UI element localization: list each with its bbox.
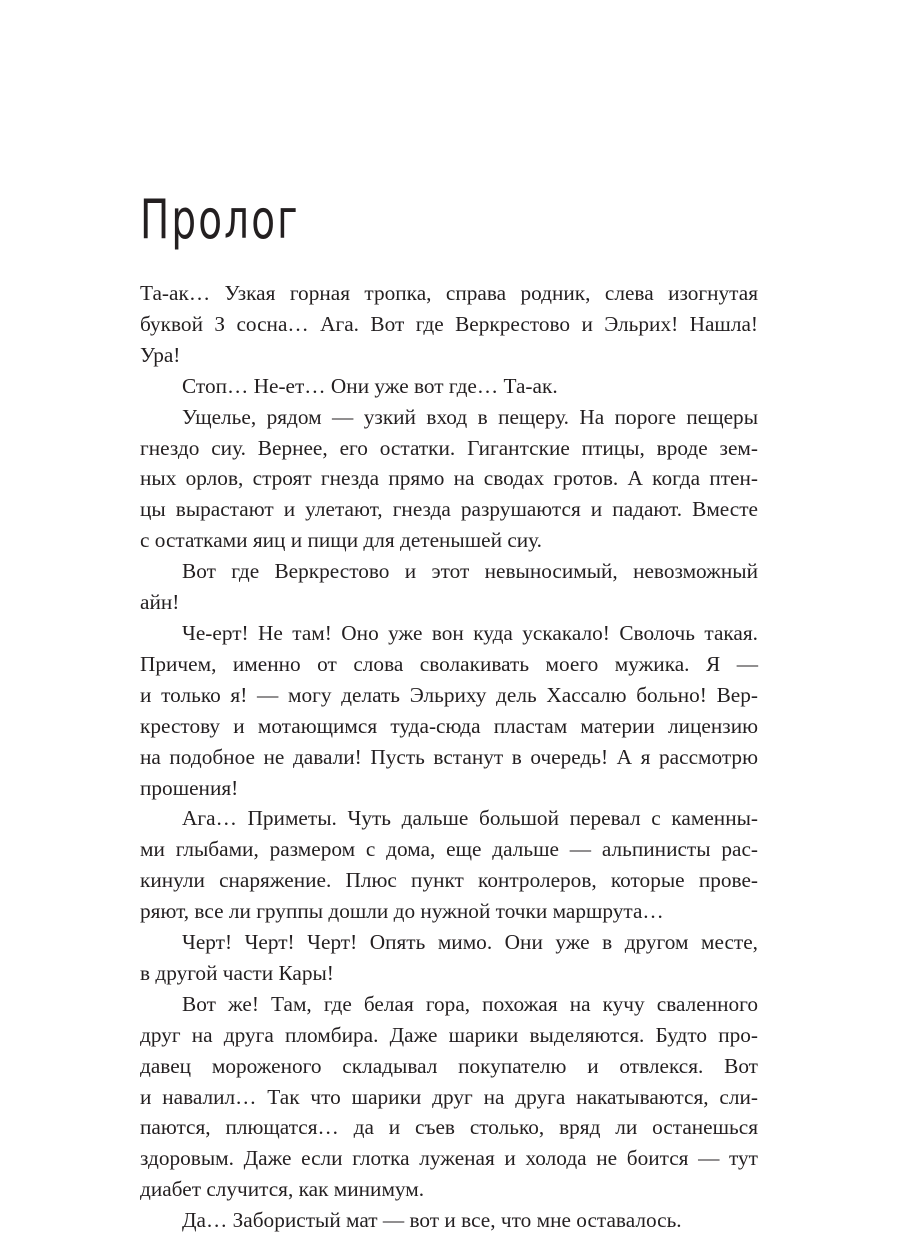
text-line: цы вырастают и улетают, гнезда разрушаются и падают. Вместе [140,497,758,522]
text-line: Ущелье, рядом — узкий вход в пещеру. На пороге пещеры [182,404,758,429]
text-line: Вот же! Там, где белая гора, похожая на кучу сваленного [182,991,758,1016]
text-line: Ага… Приметы. Чуть дальше большой перевал с каменны- [182,806,758,831]
text-line: и только я! — могу делать Эльриху дель Хассалю больно! Вер- [140,682,758,707]
text-line: на подобное не давали! Пусть встанут в очередь! А я рассмотрю [140,744,758,769]
text-line: Вот где Веркрестово и этот невыносимый, невозможный [182,559,758,584]
paragraph [140,402,758,557]
text-line: ных орлов, строят гнезда прямо на сводах гротов. А когда птен- [140,466,758,491]
text-line: Стоп… Не-ет… Они уже вот где… Та-ак. [182,373,558,398]
text-line: ми глыбами, размером с дома, еще дальше — альпинисты рас- [140,837,758,862]
text-line: здоровым. Даже если глотка луженая и холода не боится — тут [140,1146,758,1171]
text-line: Да… Забористый мат — вот и все, что мне оставалось. [182,1208,682,1233]
text-line: Че-ерт! Не там! Оно уже вон куда ускакало! Сволочь такая. [182,620,758,645]
paragraph [140,927,758,989]
text-line: друг на друга пломбира. Даже шарики выделяются. Будто про- [140,1022,758,1047]
text-line: прошения! [140,775,239,800]
text-line: Причем, именно от слова сволакивать моего мужика. Я — [140,651,758,676]
text-line: и навалил… Так что шарики друг на друга накатываются, сли- [140,1084,758,1109]
text-line: Та-ак… Узкая горная тропка, справа родник, слева изогнутая [140,281,758,305]
text-line: диабет случится, как минимум. [140,1177,425,1202]
text-line: Ура! [140,342,181,367]
paragraph [140,989,758,1205]
text-line: паются, плющатся… да и съев столько, вряд ли останешься [140,1115,758,1140]
text-line: крестову и мотающимся туда-сюда пластам материи лицензию [140,713,758,738]
text-line: буквой З сосна… Ага. Вот где Веркрестово и Эльрих! Нашла! [140,311,758,336]
chapter-title: Пролог [140,188,300,251]
paragraph [140,1205,758,1236]
paragraph [140,371,758,402]
text-line: гнездо сиу. Вернее, его остатки. Гигантские птицы, вроде зем- [140,435,758,460]
chapter-body [140,278,758,1236]
paragraph [140,618,758,803]
paragraph [140,278,758,371]
text-line: Черт! Черт! Черт! Опять мимо. Они уже в другом месте, [182,930,758,955]
text-line: ряют, все ли группы дошли до нужной точки маршрута… [140,899,664,924]
paragraph [140,556,758,618]
text-line: в другой части Кары! [140,960,334,985]
text-line: айн! [140,590,180,615]
book-page [140,188,758,1233]
text-line: давец мороженого складывал покупателю и отвлекся. Вот [140,1053,758,1078]
paragraph [140,803,758,927]
text-line: с остатками яиц и пищи для детенышей сиу. [140,528,543,553]
text-line: кинули снаряжение. Плюс пункт контролеров, которые прове- [140,868,758,893]
